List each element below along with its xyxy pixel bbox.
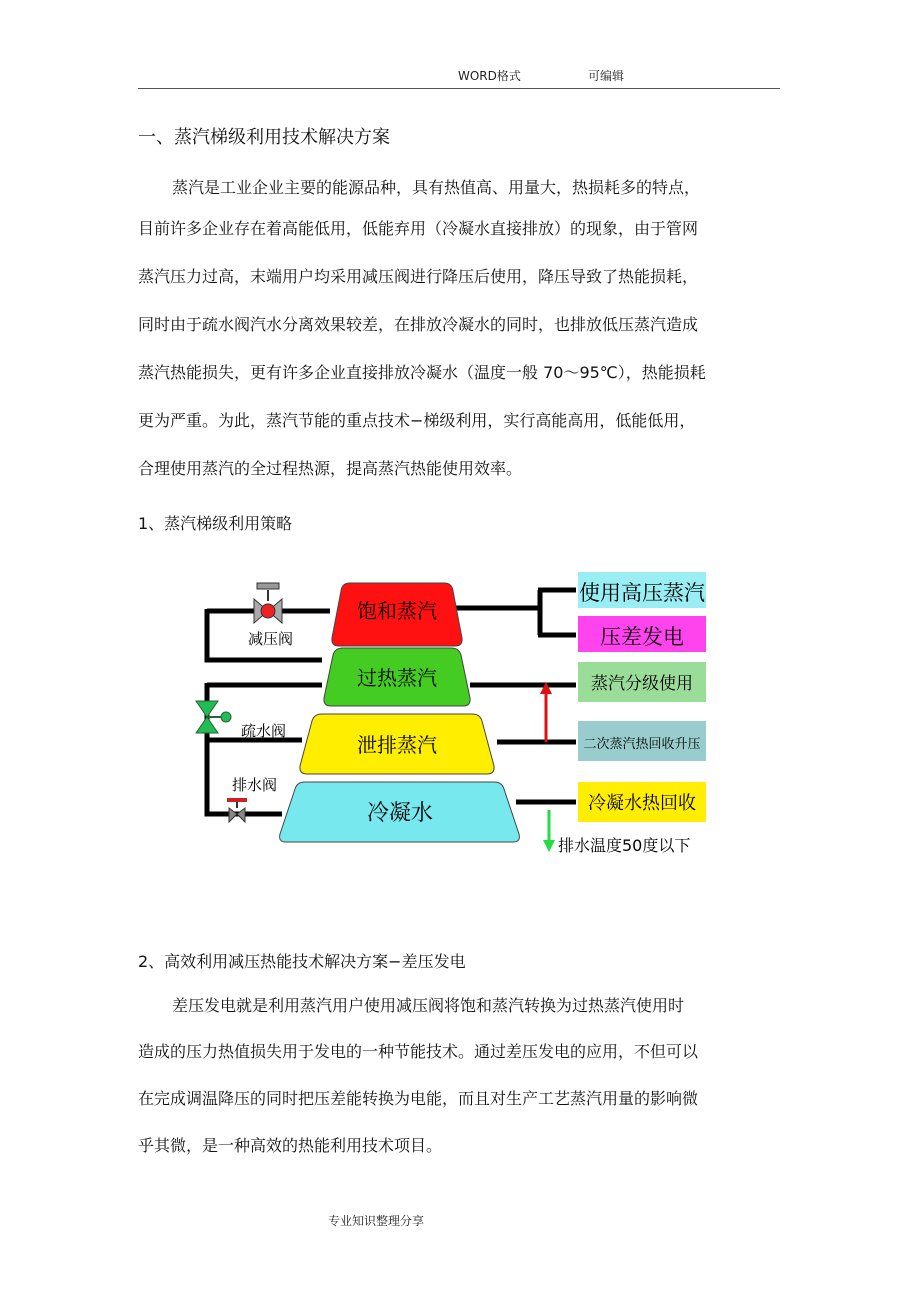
header-editable: 可编辑 bbox=[588, 69, 625, 83]
tier-label: 冷凝水 bbox=[366, 801, 434, 826]
box-label: 二次蒸汽热回收升压 bbox=[583, 737, 701, 752]
para1-line: 合理使用蒸汽的全过程热源，提高蒸汽热能使用效率。 bbox=[138, 459, 523, 478]
valve-label: 排水阀 bbox=[232, 776, 278, 794]
para1-line: 同时由于疏水阀汽水分离效果较差，在排放冷凝水的同时，也排放低压蒸汽造成 bbox=[138, 315, 699, 334]
discharge-temp-note: 排水温度50度以下 bbox=[558, 836, 691, 855]
para1-line: 蒸汽是工业企业主要的能源品种，具有热值高、用量大，热损耗多的特点， bbox=[172, 178, 701, 197]
box-label: 冷凝水热回收 bbox=[588, 793, 696, 814]
valve-label: 疏水阀 bbox=[241, 722, 287, 740]
valve-label: 减压阀 bbox=[248, 630, 294, 648]
subsection-1-heading: 1、蒸汽梯级利用策略 bbox=[138, 514, 293, 533]
para2-line: 差压发电就是利用蒸汽用户使用减压阀将饱和蒸汽转换为过热蒸汽使用时 bbox=[172, 996, 685, 1015]
subsection-2-heading: 2、高效利用减压热能技术解决方案−差压发电 bbox=[138, 952, 466, 971]
para1-line: 目前许多企业存在着高能低用，低能弃用（冷凝水直接排放）的现象，由于管网 bbox=[138, 219, 699, 238]
tier-label: 过热蒸汽 bbox=[357, 666, 437, 690]
reducing-valve-icon bbox=[254, 583, 282, 623]
arrow-up-icon bbox=[540, 682, 552, 742]
arrow-down-icon bbox=[543, 810, 555, 852]
page-footer: 专业知识整理分享 bbox=[328, 1214, 425, 1228]
steam-trap-icon bbox=[196, 701, 231, 733]
box-label: 使用高压蒸汽 bbox=[579, 581, 705, 605]
drain-valve-icon bbox=[227, 798, 247, 822]
tier-label: 泄排蒸汽 bbox=[357, 733, 437, 757]
para2-line: 在完成调温降压的同时把压差能转换为电能，而且对生产工艺蒸汽用量的影响微 bbox=[138, 1089, 699, 1108]
box-label: 压差发电 bbox=[600, 625, 684, 649]
para2-line: 乎其微，是一种高效的热能利用技术项目。 bbox=[138, 1136, 443, 1155]
box-label: 蒸汽分级使用 bbox=[591, 674, 693, 694]
tier-label: 饱和蒸汽 bbox=[357, 599, 437, 623]
para1-line: 更为严重。为此，蒸汽节能的重点技术−梯级利用，实行高能高用，低能低用， bbox=[138, 411, 696, 430]
section-title: 一、蒸汽梯级利用技术解决方案 bbox=[138, 127, 390, 148]
para2-line: 造成的压力热值损失用于发电的一种节能技术。通过差压发电的应用，不但可以 bbox=[138, 1042, 699, 1061]
header-word-format: WORD格式 bbox=[458, 69, 521, 83]
para1-line: 蒸汽压力过高，末端用户均采用减压阀进行降压后使用，降压导致了热能损耗， bbox=[138, 267, 699, 286]
para1-line: 蒸汽热能损失，更有许多企业直接排放冷凝水（温度一般 70～95℃），热能损耗 bbox=[138, 363, 706, 382]
